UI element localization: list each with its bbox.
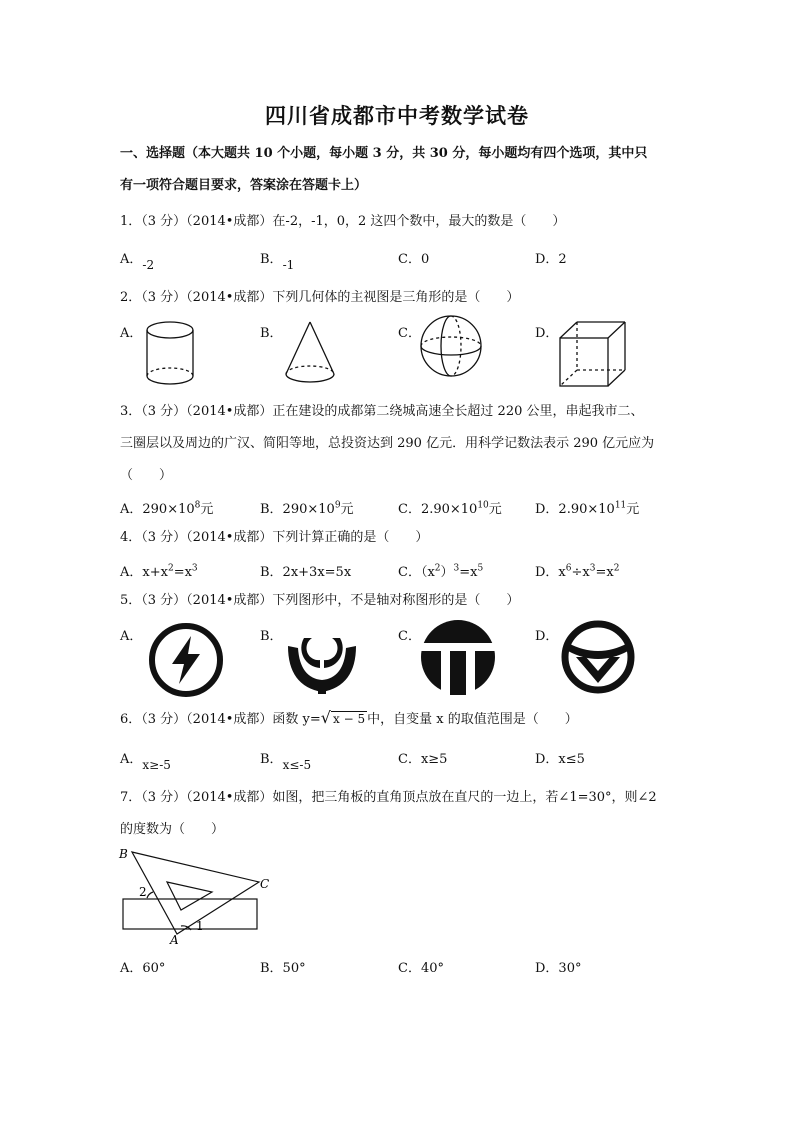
option-b: B．50° bbox=[260, 961, 306, 976]
cube-figure bbox=[555, 318, 635, 390]
question-7-line2: 的度数为（ ） bbox=[120, 822, 225, 837]
section-heading-line2: 有一项符合题目要求，答案涂在答题卡上） bbox=[120, 178, 368, 193]
point-c-label: C bbox=[260, 877, 270, 891]
triangle-ruler-figure bbox=[115, 844, 275, 948]
option-d-part1: D．x bbox=[535, 565, 566, 580]
sphere-figure bbox=[418, 312, 488, 382]
option-d: D．30° bbox=[535, 961, 582, 976]
option-d-part3: =x bbox=[595, 565, 614, 580]
option-a: A． bbox=[120, 326, 143, 341]
option-c bbox=[398, 498, 502, 517]
option-a-value: -2 bbox=[142, 258, 155, 272]
option-b bbox=[260, 498, 354, 517]
cone-figure bbox=[280, 318, 350, 390]
option-c-exp2: 3 bbox=[453, 563, 460, 574]
option-b bbox=[260, 248, 295, 272]
option-a bbox=[120, 748, 171, 772]
option-c-part1: C．（x bbox=[398, 565, 435, 580]
option-d: D．2 bbox=[535, 252, 567, 267]
question-3-line3: （ ） bbox=[120, 468, 173, 483]
option-b-value: x≤-5 bbox=[282, 758, 312, 772]
option-d: D． bbox=[535, 629, 559, 644]
option-c-part3: =x bbox=[459, 565, 478, 580]
option-b-base: B．290×10 bbox=[260, 502, 335, 517]
option-a-part1: A．x+x bbox=[120, 565, 168, 580]
page-title: 四川省成都市中考数学试卷 bbox=[265, 103, 529, 128]
option-c: C．40° bbox=[398, 961, 444, 976]
option-b-label: B． bbox=[260, 252, 283, 267]
point-b-label: B bbox=[119, 847, 128, 861]
question-3-line1: 3．（3 分）（2014•成都）正在建设的成都第二绕城高速全长超过 220 公里，串起我市二、 bbox=[120, 404, 644, 419]
option-d: D．x≤5 bbox=[535, 752, 585, 767]
option-b-label: B． bbox=[260, 752, 283, 767]
option-c-base: C．2.90×10 bbox=[398, 502, 478, 517]
option-c bbox=[398, 561, 483, 580]
question-1-stem: 1．（3 分）（2014•成都）在-2，-1，0，2 这四个数中，最大的数是（ ） bbox=[120, 214, 566, 229]
option-d: D． bbox=[535, 326, 559, 341]
section-heading-line1: 一、选择题（本大题共 10 个小题，每小题 3 分，共 30 分，每小题均有四个选项，其中只 bbox=[120, 146, 648, 161]
question-5-stem: 5．（3 分）（2014•成都）下列图形中，不是轴对称图形的是（ ） bbox=[120, 593, 520, 608]
option-a-part2: =x bbox=[173, 565, 192, 580]
option-d-unit: 元 bbox=[626, 502, 640, 517]
ring-cup-symbol bbox=[282, 620, 362, 700]
option-a-label: A． bbox=[120, 752, 143, 767]
option-b-unit: 元 bbox=[340, 502, 354, 517]
option-d-part2: ÷x bbox=[571, 565, 590, 580]
square-root: √ x − 5 bbox=[320, 708, 366, 727]
option-c: C．0 bbox=[398, 252, 430, 267]
question-6-options bbox=[120, 748, 680, 778]
option-b: B． bbox=[260, 629, 283, 644]
cylinder-figure bbox=[140, 318, 210, 390]
gate-circle-symbol bbox=[418, 617, 498, 697]
option-c-exponent: 10 bbox=[477, 500, 489, 511]
option-a-value: x≥-5 bbox=[142, 758, 171, 772]
option-a-label: A． bbox=[120, 252, 143, 267]
v-circle-symbol bbox=[558, 617, 638, 697]
angle-2-label: 2 bbox=[139, 885, 147, 899]
question-6-stem-pre: 6．（3 分）（2014•成都）函数 y= bbox=[120, 712, 321, 727]
option-a-base: A．290×10 bbox=[120, 502, 195, 517]
option-a: A． bbox=[120, 629, 143, 644]
option-d-base: D．2.90×10 bbox=[535, 502, 615, 517]
option-d-exp3: 2 bbox=[613, 563, 620, 574]
option-d bbox=[535, 561, 619, 580]
option-c-exp1: 2 bbox=[434, 563, 441, 574]
option-a bbox=[120, 561, 198, 580]
question-6-stem-post: 中，自变量 x 的取值范围是（ ） bbox=[367, 712, 578, 727]
option-c: C． bbox=[398, 326, 421, 341]
option-b: B．2x+3x=5x bbox=[260, 565, 352, 580]
option-c-unit: 元 bbox=[488, 502, 502, 517]
question-2-stem: 2．（3 分）（2014•成都）下列几何体的主视图是三角形的是（ ） bbox=[120, 290, 520, 305]
option-c-part2: ） bbox=[440, 565, 454, 580]
option-c-exp3: 5 bbox=[477, 563, 484, 574]
point-a-label: A bbox=[170, 933, 179, 947]
option-d-exponent: 11 bbox=[614, 500, 627, 511]
lightning-circle-symbol bbox=[146, 620, 226, 700]
option-b-value: -1 bbox=[282, 258, 295, 272]
question-7-line1: 7．（3 分）（2014•成都）如图，把三角板的直角顶点放在直尺的一边上，若∠1=30°，则∠2 bbox=[120, 790, 657, 805]
option-c: C． bbox=[398, 629, 421, 644]
option-b-exponent: 9 bbox=[334, 500, 341, 511]
option-a-unit: 元 bbox=[200, 502, 214, 517]
question-1-options bbox=[120, 248, 680, 278]
option-d-exp1: 6 bbox=[565, 563, 572, 574]
option-c: C．x≥5 bbox=[398, 752, 448, 767]
radicand: x − 5 bbox=[333, 712, 366, 726]
option-a-exp2: 3 bbox=[191, 563, 198, 574]
option-b: B． bbox=[260, 326, 283, 341]
option-a bbox=[120, 498, 213, 517]
option-d bbox=[535, 498, 639, 517]
question-3-line2: 三圈层以及周边的广汉、简阳等地，总投资达到 290 亿元．用科学记数法表示 290 亿元应为 bbox=[120, 436, 655, 451]
option-a bbox=[120, 248, 155, 272]
angle-1-label: 1 bbox=[196, 919, 204, 933]
question-4-stem: 4．（3 分）（2014•成都）下列计算正确的是（ ） bbox=[120, 530, 429, 545]
option-a: A．60° bbox=[120, 961, 166, 976]
option-b bbox=[260, 748, 312, 772]
option-a-exp1: 2 bbox=[167, 563, 174, 574]
option-a-exponent: 8 bbox=[194, 500, 201, 511]
question-7-options bbox=[120, 957, 680, 987]
question-6-stem bbox=[120, 702, 680, 736]
option-d-exp2: 3 bbox=[589, 563, 596, 574]
